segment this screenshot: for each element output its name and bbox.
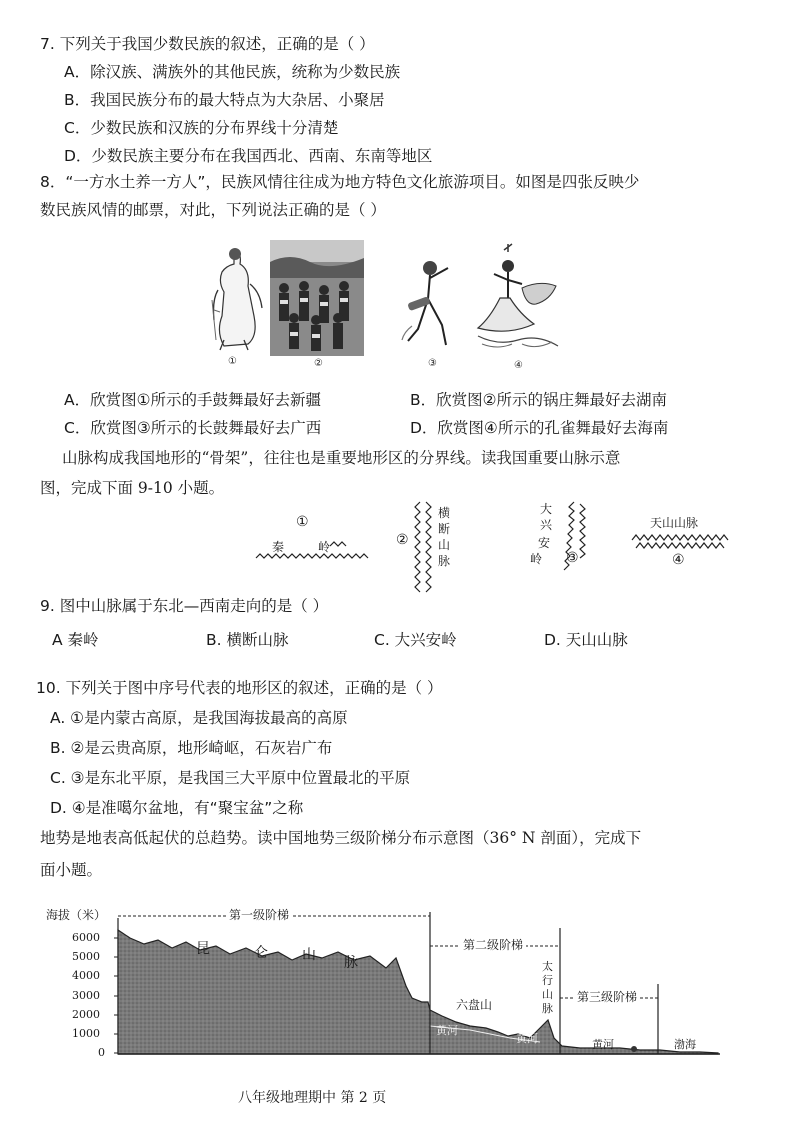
- step1-label: 第一级阶梯: [226, 906, 292, 923]
- step2-label: 第二级阶梯: [460, 936, 526, 953]
- q10-option-a: A. ①是内蒙古高原，是我国海拔最高的高原: [50, 709, 348, 727]
- stamp-4-drawing: [472, 240, 562, 356]
- stamp-2-drawing: [270, 240, 364, 356]
- liupan-label: 六盘山: [456, 998, 493, 1012]
- mountain-3-name-char2: 兴: [540, 518, 553, 532]
- mountain-4-number: ④: [672, 552, 685, 568]
- q7-option-b: B．我国民族分布的最大特点为大杂居、小聚居: [64, 91, 385, 109]
- q9-option-b: B. 横断山脉: [206, 631, 289, 649]
- stamp-3-drawing: [398, 242, 464, 352]
- stamp-3: [398, 242, 464, 352]
- q7-option-c: C．少数民族和汉族的分布界线十分清楚: [64, 119, 339, 137]
- q8-option-a: A．欣赏图①所示的手鼓舞最好去新疆: [64, 391, 321, 409]
- kunlun-char1: 昆: [196, 941, 210, 957]
- stamp-2-label: ②: [314, 358, 323, 369]
- mountain-3-name-char4: 岭: [530, 552, 543, 566]
- kunlun-char3: 山: [302, 947, 316, 963]
- taihang-char3: 山: [542, 988, 553, 1001]
- yellow-river-label-1: 黄河: [436, 1024, 458, 1037]
- y-tick-0: 0: [98, 1046, 105, 1059]
- q7-stem: 7. 下列关于我国少数民族的叙述，正确的是（ ）: [40, 35, 375, 53]
- mountains-intro-line2: 图，完成下面 9-10 小题。: [40, 479, 225, 497]
- stamp-4-label: ④: [514, 360, 523, 371]
- mountain-1-number: ①: [296, 514, 309, 530]
- mountain-2-name-char3: 山: [438, 538, 451, 552]
- kunlun-char4: 脉: [344, 955, 358, 971]
- stamp-3-label: ③: [428, 358, 437, 369]
- terrain-profile-svg: [40, 898, 730, 1064]
- mountain-3-name-char3: 安: [538, 536, 551, 550]
- terrain-intro-line1: 地势是地表高低起伏的总趋势。读中国地势三级阶梯分布示意图（36° N 剖面），完成下: [40, 829, 642, 847]
- taihang-char1: 太: [542, 960, 553, 973]
- stamp-1: [204, 240, 266, 352]
- mountain-2-name-char4: 脉: [438, 554, 451, 568]
- y-tick-3000: 3000: [72, 989, 100, 1002]
- stamp-1-drawing: [204, 240, 266, 352]
- yellow-river-label-2: 黄河: [516, 1032, 538, 1045]
- step3-label: 第三级阶梯: [574, 988, 640, 1005]
- stamp-1-label: ①: [228, 356, 237, 367]
- q8-option-d: D．欣赏图④所示的孔雀舞最好去海南: [410, 419, 669, 437]
- mountain-1-name-char2: 岭: [318, 540, 331, 554]
- taihang-char2: 行: [542, 974, 553, 987]
- y-tick-6000: 6000: [72, 931, 100, 944]
- taihang-char4: 脉: [542, 1002, 553, 1015]
- q9-option-a: A 秦岭: [52, 631, 99, 649]
- q9-option-c: C. 大兴安岭: [374, 631, 457, 649]
- y-tick-2000: 2000: [72, 1008, 100, 1021]
- q10-option-c: C. ③是东北平原，是我国三大平原中位置最北的平原: [50, 769, 411, 787]
- terrain-intro-line2: 面小题。: [40, 861, 103, 879]
- mountain-3-name-char1: 大: [540, 502, 553, 516]
- kunlun-char2: 仑: [254, 945, 268, 961]
- q9-stem: 9. 图中山脉属于东北—西南走向的是（ ）: [40, 597, 329, 615]
- mountain-3-number: ③: [566, 550, 579, 566]
- page-footer: 八年级地理期中 第 2 页: [238, 1090, 387, 1106]
- y-tick-4000: 4000: [72, 969, 100, 982]
- q10-option-d: D. ④是准噶尔盆地，有“聚宝盆”之称: [50, 799, 304, 817]
- q10-stem: 10. 下列关于图中序号代表的地形区的叙述，正确的是（ ）: [36, 679, 443, 697]
- q7-option-a: A．除汉族、满族外的其他民族，统称为少数民族: [64, 63, 401, 81]
- q8-option-c: C．欣赏图③所示的长鼓舞最好去广西: [64, 419, 322, 437]
- terrain-profile: [40, 898, 730, 1064]
- bohai-label: 渤海: [674, 1038, 696, 1051]
- q10-option-b: B. ②是云贵高原，地形崎岖，石灰岩广布: [50, 739, 333, 757]
- q8-stem-line1: 8．“一方水土养一方人”，民族风情往往成为地方特色文化旅游项目。如图是四张反映少: [40, 173, 640, 191]
- mountain-2-name-char2: 断: [438, 522, 451, 536]
- stamp-4: [472, 240, 562, 356]
- q7-option-d: D．少数民族主要分布在我国西北、西南、东南等地区: [64, 147, 433, 165]
- mountain-2-name-char1: 横: [438, 506, 451, 520]
- y-tick-5000: 5000: [72, 950, 100, 963]
- q9-option-d: D. 天山山脉: [544, 631, 628, 649]
- q8-stem-line2: 数民族风情的邮票，对此，下列说法正确的是（ ）: [40, 201, 386, 219]
- q8-option-b: B．欣赏图②所示的锅庄舞最好去湖南: [410, 391, 668, 409]
- y-axis-title: 海拔（米）: [46, 908, 107, 922]
- mountain-diagram: [240, 500, 740, 596]
- yellow-river-label-3: 黄河: [592, 1038, 614, 1051]
- stamp-2: [270, 240, 364, 356]
- mountains-intro-line1: 山脉构成我国地形的“骨架”，往往也是重要地形区的分界线。读我国重要山脉示意: [62, 449, 621, 467]
- mountain-2-number: ②: [396, 532, 409, 548]
- mountain-4-name: 天山山脉: [650, 516, 699, 530]
- y-tick-1000: 1000: [72, 1027, 100, 1040]
- mountain-1-name-char1: 秦: [272, 540, 285, 554]
